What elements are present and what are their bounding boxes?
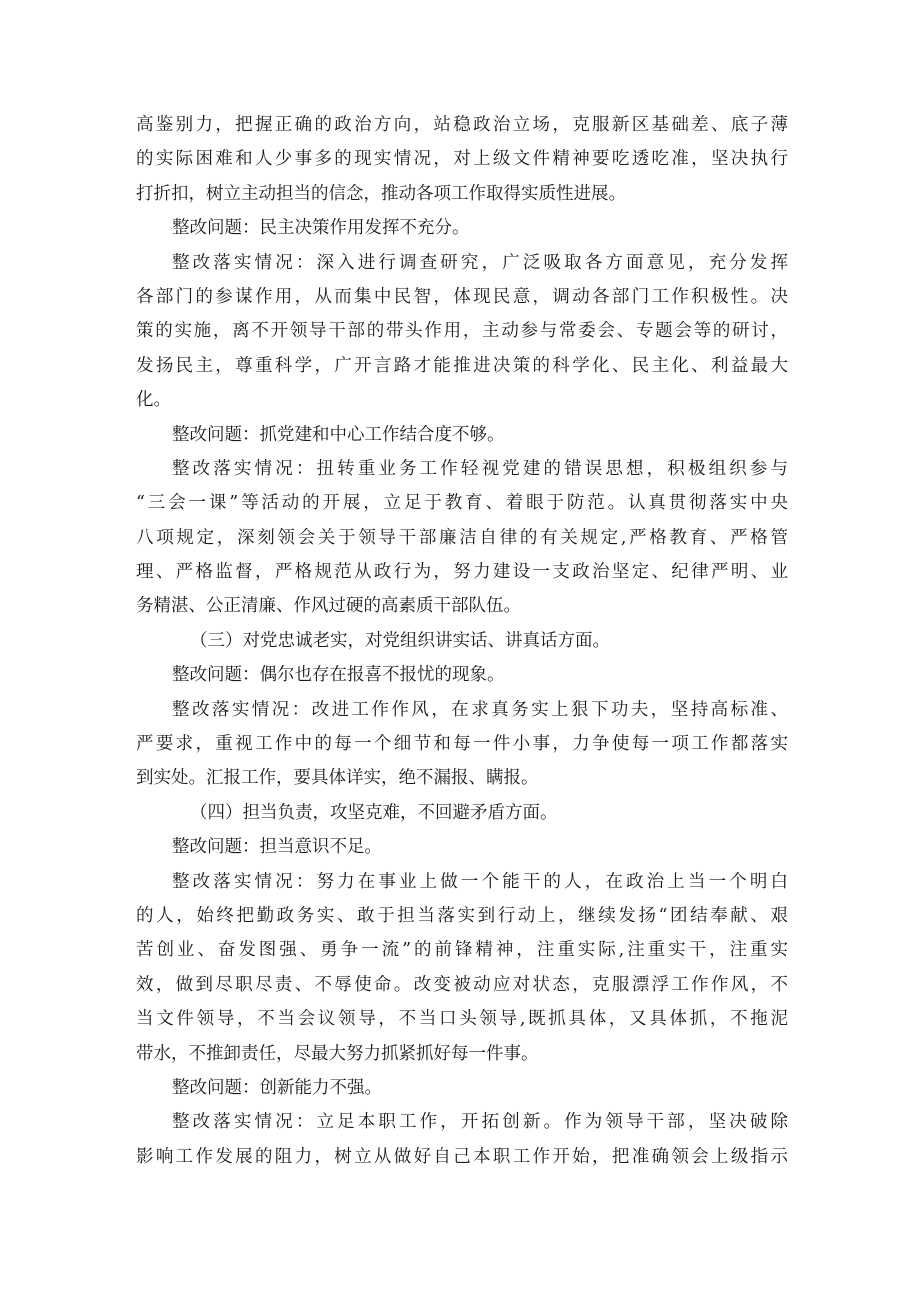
- text-line: 整改问题：民主决策作用发挥不充分。: [172, 218, 470, 239]
- document-body: [136, 108, 788, 1174]
- text-line: 当文件领导，不当会议领导，不当口头领导,既抓具体，又具体抓，不拖泥: [136, 1009, 788, 1030]
- text-line: 带水，不推卸责任，尽最大努力抓紧抓好每一件事。: [136, 1043, 539, 1064]
- text-line: 整改落实情况：深入进行调查研究，广泛吸取各方面意见，充分发挥: [172, 252, 788, 273]
- text-line: 整改问题：偶尔也存在报喜不报忧的现象。: [172, 665, 505, 686]
- text-line: 发扬民主，尊重科学，广开言路才能推进决策的科学化、民主化、利益最大: [136, 355, 788, 376]
- text-line: 严要求，重视工作中的每一个细节和每一件小事，力争使每一项工作都落实: [136, 734, 788, 755]
- text-line: 各部门的参谋作用，从而集中民智，体现民意，调动各部门工作积极性。决: [136, 286, 788, 307]
- text-line: 效，做到尽职尽责、不辱使命。改变被动应对状态，克服漂浮工作作风，不: [136, 974, 788, 995]
- text-line: （三）对党忠诚老实，对党组织讲实话、讲真话方面。: [190, 630, 610, 651]
- text-line: 整改落实情况：改进工作作风，在求真务实上狠下功夫，坚持高标准、: [172, 699, 788, 720]
- text-line: 整改问题：创新能力不强。: [172, 1077, 382, 1098]
- text-line: 苦创业、奋发图强、勇争一流”的前锋精神，注重实际,注重实干，注重实: [136, 940, 788, 961]
- text-line: 影响工作发展的阻力，树立从做好自己本职工作开始，把准确领会上级指示: [136, 1146, 788, 1167]
- text-line: 打折扣，树立主动担当的信念，推动各项工作取得实质性进展。: [136, 183, 626, 204]
- text-line: （四）担当负责，攻坚克难，不回避矛盾方面。: [190, 802, 558, 823]
- text-line: 整改落实情况：努力在事业上做一个能干的人，在政治上当一个明白: [172, 871, 788, 892]
- text-line: 高鉴别力，把握正确的政治方向，站稳政治立场，克服新区基础差、底子薄: [136, 115, 788, 135]
- text-line: 整改落实情况：扭转重业务工作轻视党建的错误思想，积极组织参与: [172, 458, 788, 479]
- text-line: 的实际困难和人少事多的现实情况，对上级文件精神要吃透吃准，坚决执行: [136, 149, 788, 170]
- text-line: 的人，始终把勤政务实、敢于担当落实到行动上，继续发扬“团结奉献、艰: [136, 905, 788, 926]
- text-line: 八项规定，深刻领会关于领导干部廉洁自律的有关规定,严格教育、严格管: [136, 527, 788, 548]
- text-line: 整改落实情况：立足本职工作，开拓创新。作为领导干部，坚决破除: [172, 1112, 788, 1133]
- text-line: 整改问题：担当意识不足。: [172, 837, 382, 858]
- text-line: 到实处。汇报工作，要具体详实，绝不漏报、瞒报。: [136, 768, 539, 789]
- text-line: 整改问题：抓党建和中心工作结合度不够。: [172, 424, 505, 445]
- text-line: 务精湛、公正清廉、作风过硬的高素质干部队伍。: [136, 596, 521, 617]
- text-line: 理、严格监督，严格规范从政行为，努力建设一支政治坚定、纪律严明、业: [136, 562, 788, 583]
- text-line: 化。: [136, 390, 171, 411]
- text-line: 策的实施，离不开领导干部的带头作用，主动参与常委会、专题会等的研讨，: [136, 321, 788, 342]
- text-line: “三会一课”等活动的开展，立足于教育、着眼于防范。认真贯彻落实中央: [136, 493, 788, 514]
